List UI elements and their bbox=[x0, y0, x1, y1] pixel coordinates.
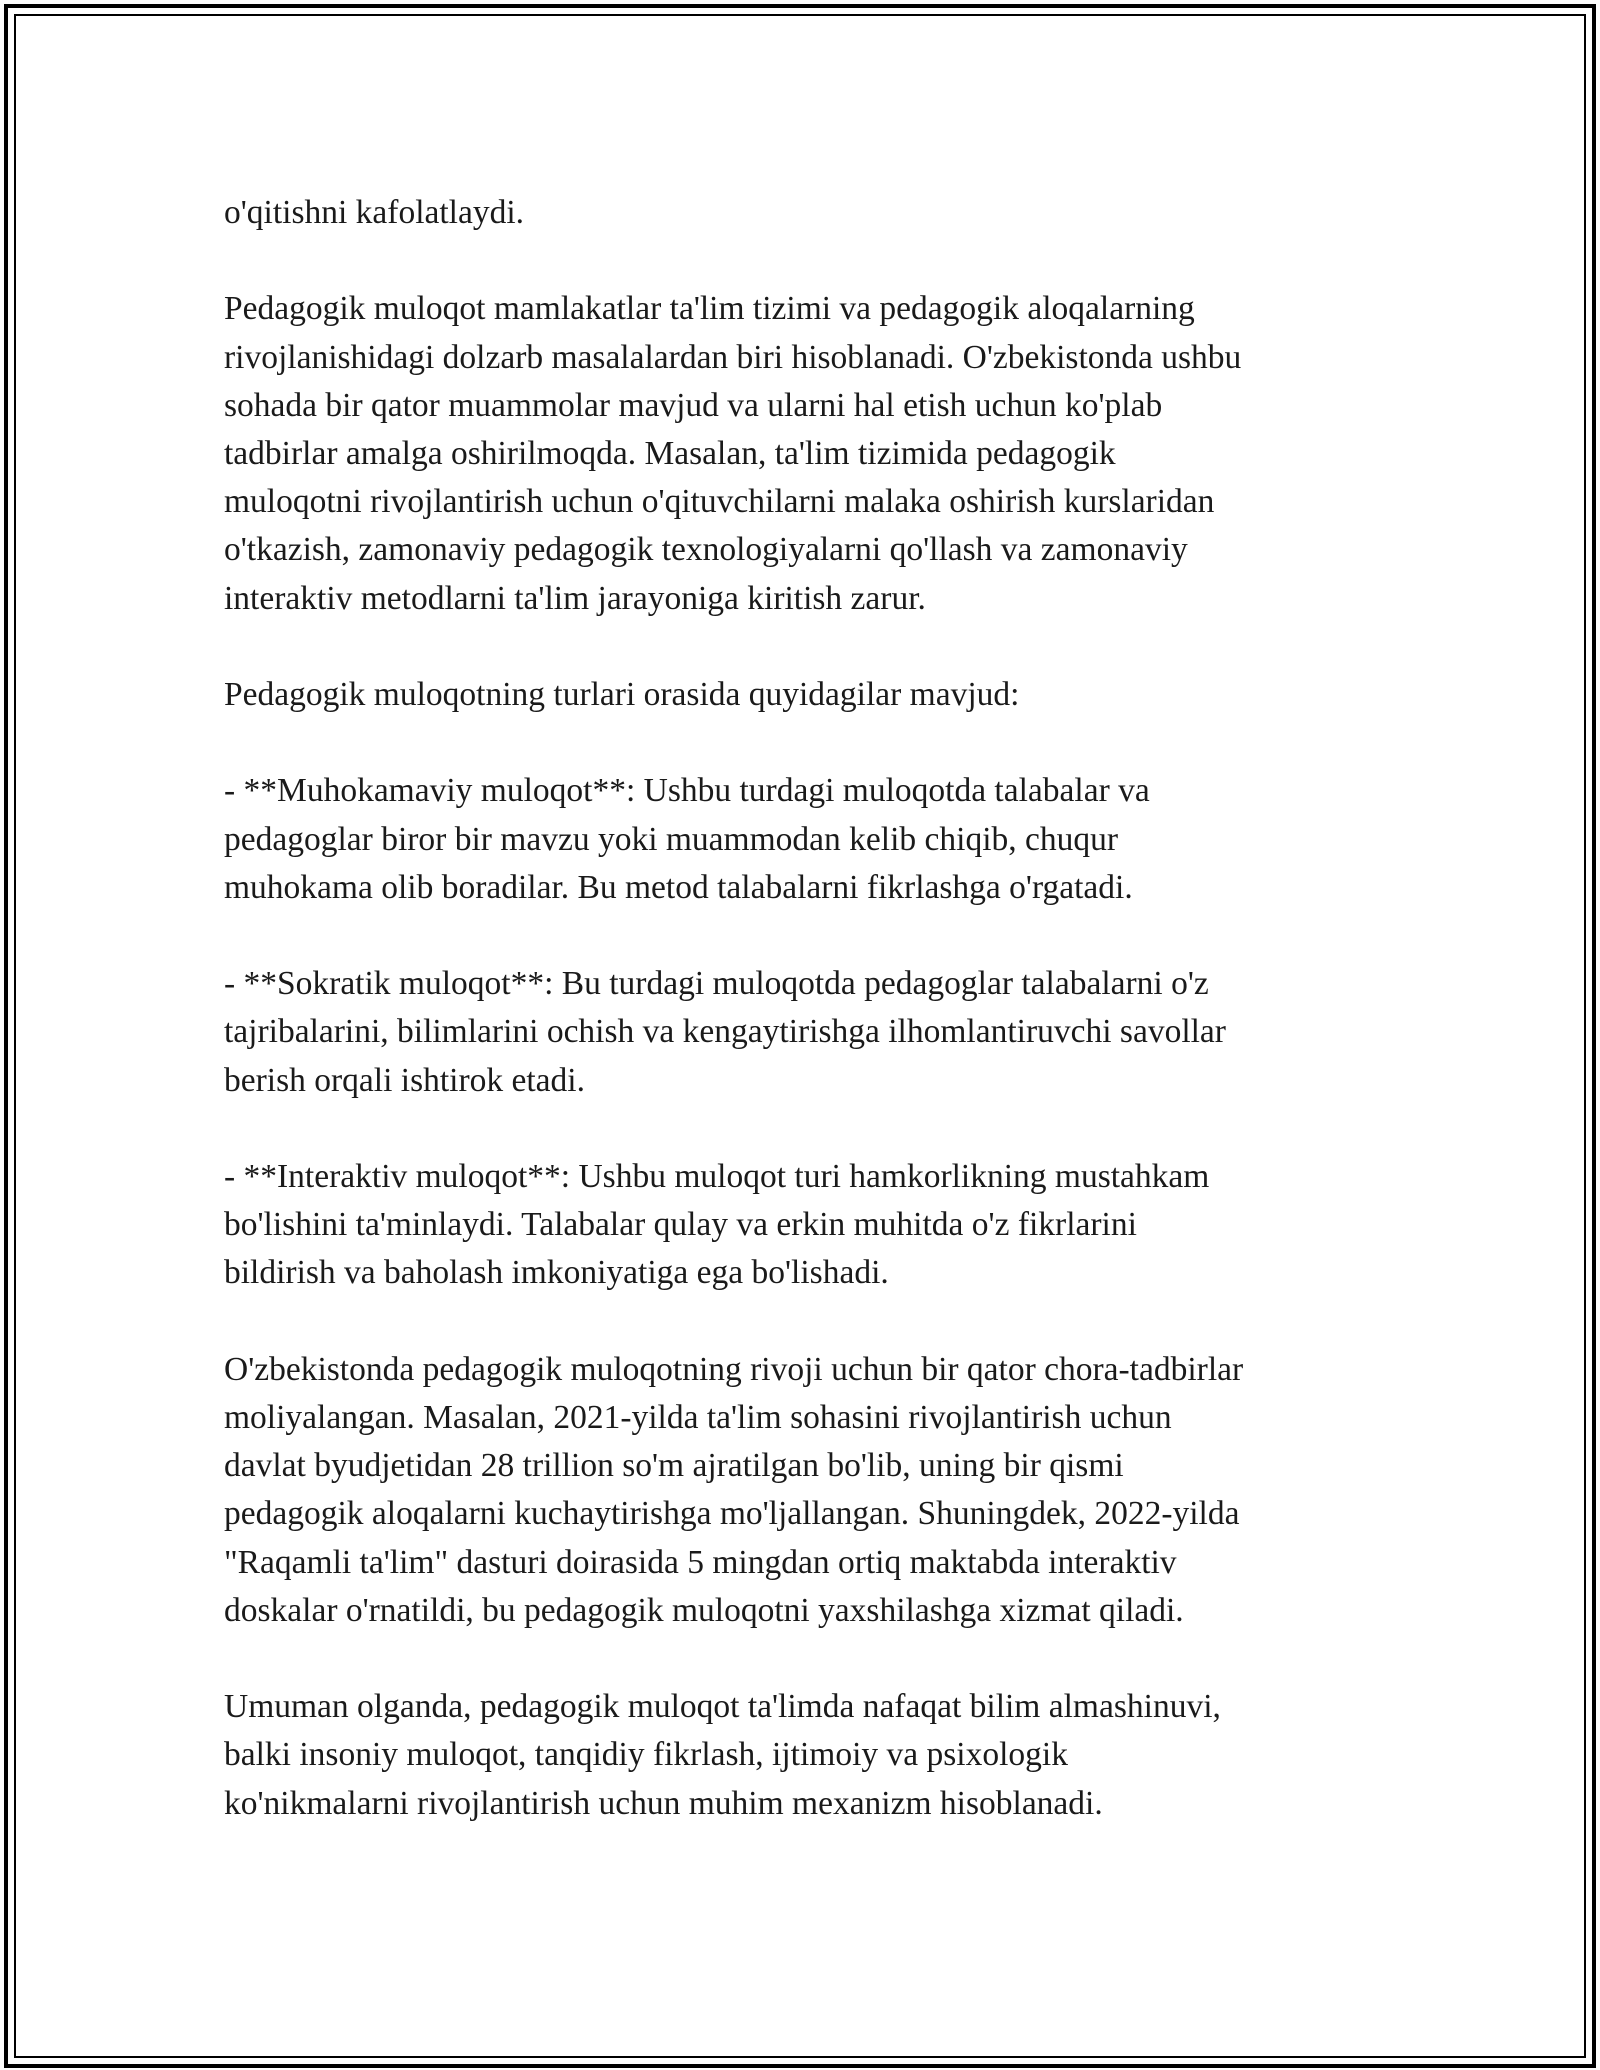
document-body bbox=[224, 189, 1364, 1828]
paragraph-conclusion: Umuman olganda, pedagogik muloqot ta'limda nafaqat bilim almashinuvi, balki insoniy muloqot, tanqidiy fikrlash, ijtimoiy va psixologik ko'nikmalarni rivojlantirish uchun muhim mexanizm hisoblanadi. bbox=[224, 1688, 1221, 1822]
list-item-discussion-communication: - **Muhokamaviy muloqot**: Ushbu turdagi muloqotda talabalar va pedagoglar biror bir mavzu yoki muammodan kelib chiqib, chuqur muhokama olib boradilar. Bu metod talabalarni fikrlashga o'rgatadi. bbox=[224, 772, 1150, 906]
paragraph-types-intro: Pedagogik muloqotning turlari orasida quyidagilar mavjud: bbox=[224, 676, 1020, 713]
list-item-interactive-communication: - **Interaktiv muloqot**: Ushbu muloqot turi hamkorlikning mustahkam bo'lishini ta'minlaydi. Talabalar qulay va erkin muhitda o'z fikrlarini bildirish va baholash imkoniyatiga ega bo'lishadi. bbox=[224, 1157, 1210, 1292]
paragraph-pedagogical-communication: Pedagogik muloqot mamlakatlar ta'lim tizimi va pedagogik aloqalarning rivojlanishidagi dolzarb masalalardan biri hisoblanadi. O'zbekistonda ushbu sohada bir qator muammolar mavjud va ularni hal etish uchun ko'plab tadbirlar amalga oshirilmoqda. Masalan, ta'lim tizimida pedagogik muloqotni rivojlantirish uchun o'qituvchilarni malaka oshirish kurslaridan o'tkazish, zamonaviy pedagogik texnologiyalarni qo'llash va zamonaviy interaktiv metodlarni ta'lim jarayoniga kiritish zarur. bbox=[224, 290, 1242, 617]
paragraph-continuation: o'qitishni kafolatlaydi. bbox=[224, 194, 525, 231]
paragraph-uzbekistan-measures: O'zbekistonda pedagogik muloqotning rivoji uchun bir qator chora-tadbirlar moliyalangan. Masalan, 2021-yilda ta'lim sohasini rivojlantirish uchun davlat byudjetidan 28 trillion so'm ajratilgan bo'lib, uning bir qismi pedagogik aloqalarni kuchaytirishga mo'ljallangan. Shuningdek, 2022-yilda "Raqamli ta'lim" dasturi doirasida 5 mingdan ortiq maktabda interaktiv doskalar o'rnatildi, bu pedagogik muloqotni yaxshilashga xizmat qiladi. bbox=[224, 1350, 1244, 1629]
list-item-socratic-communication: - **Sokratik muloqot**: Bu turdagi muloqotda pedagoglar talabalarni o'z tajribalarini, bilimlarini ochish va kengaytirishga ilhomlantiruvchi savollar berish orqali ishtirok etadi. bbox=[224, 965, 1226, 1099]
